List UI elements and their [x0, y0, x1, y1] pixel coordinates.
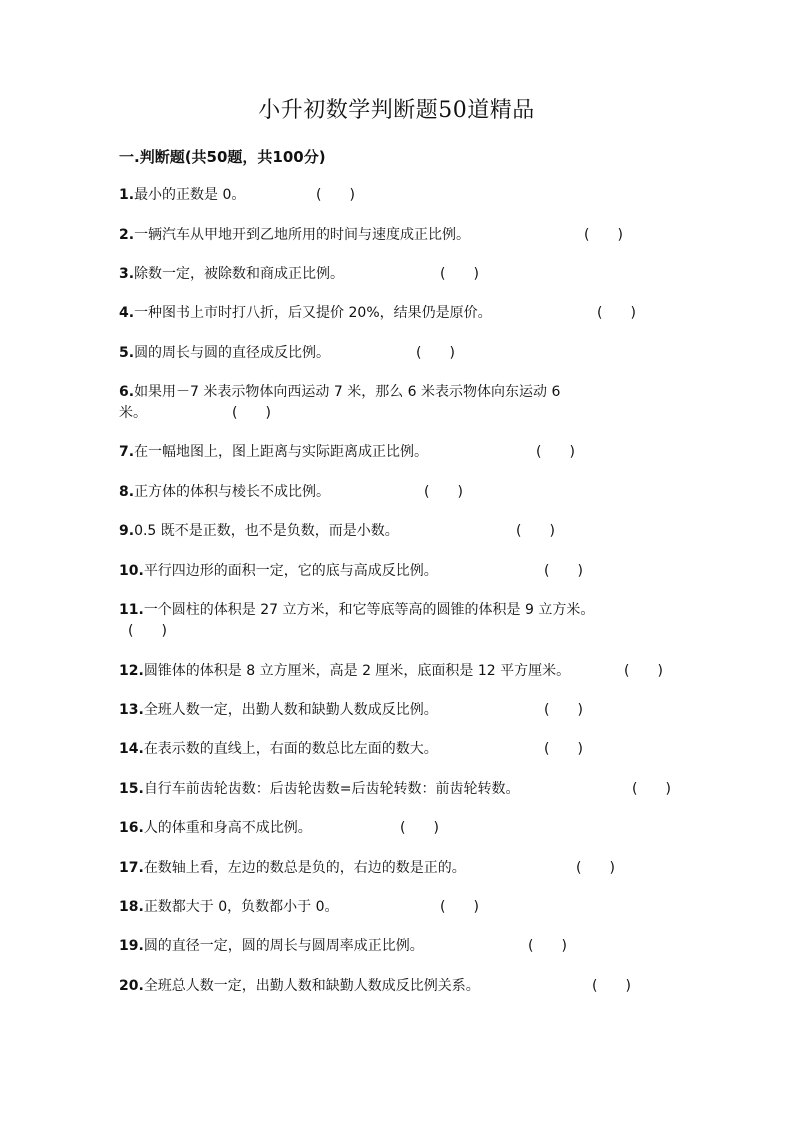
question-2	[119, 224, 470, 246]
answer-blank[interactable]: ( )	[316, 187, 355, 203]
answer-blank[interactable]: ( )	[536, 444, 575, 460]
question-4	[119, 302, 492, 324]
answer-blank[interactable]: ( )	[576, 860, 615, 876]
question-16	[119, 817, 312, 839]
question-number: 7.	[119, 444, 135, 460]
question-8	[119, 481, 330, 503]
question-number: 10.	[119, 563, 144, 579]
answer-blank[interactable]: ( )	[544, 702, 583, 718]
question-13	[119, 699, 438, 721]
question-text: 如果用－7 米表示物体向西运动 7 米，那么 6 米表示物体向东运动 6	[134, 384, 561, 400]
answer-blank[interactable]: ( )	[128, 623, 167, 639]
answer-blank[interactable]: ( )	[440, 899, 479, 915]
question-number: 9.	[119, 523, 135, 539]
document-title: 小升初数学判断题50道精品	[258, 98, 535, 123]
question-5	[119, 342, 330, 364]
question-17	[119, 857, 466, 879]
answer-blank[interactable]: ( )	[624, 663, 663, 679]
question-text: 0.5 既不是正数，也不是负数，而是小数。	[134, 523, 399, 539]
question-number: 17.	[119, 860, 144, 876]
answer-blank[interactable]: ( )	[440, 266, 479, 282]
question-number: 3.	[119, 266, 135, 282]
question-text: 圆的直径一定，圆的周长与圆周率成正比例。	[143, 938, 424, 954]
question-text: 在一幅地图上，图上距离与实际距离成正比例。	[134, 444, 429, 460]
question-18	[119, 896, 339, 918]
question-text: 人的体重和身高不成比例。	[143, 820, 312, 836]
question-text: 自行车前齿轮齿数：后齿轮齿数=后齿轮转数：前齿轮转数。	[143, 781, 520, 797]
question-number: 2.	[119, 227, 135, 243]
question-number: 6.	[119, 384, 135, 400]
question-number: 8.	[119, 484, 135, 500]
question-number: 13.	[119, 702, 144, 718]
answer-blank[interactable]: ( )	[632, 781, 671, 797]
question-number: 4.	[119, 305, 135, 321]
question-3	[119, 263, 344, 285]
question-7	[119, 441, 428, 463]
answer-blank[interactable]: ( )	[416, 345, 455, 361]
question-6	[119, 381, 560, 403]
question-text: 最小的正数是 0。	[134, 187, 246, 203]
question-12	[119, 660, 570, 682]
question-text: 圆的周长与圆的直径成反比例。	[134, 345, 331, 361]
question-text: 在数轴上看，左边的数总是负的，右边的数是正的。	[143, 860, 466, 876]
question-text: 全班人数一定，出勤人数和缺勤人数成反比例。	[143, 702, 438, 718]
question-number: 11.	[119, 602, 144, 618]
question-text: 正数都大于 0，负数都小于 0。	[143, 899, 339, 915]
answer-blank[interactable]: ( )	[544, 563, 583, 579]
answer-blank[interactable]: ( )	[424, 484, 463, 500]
question-text: 圆锥体的体积是 8 立方厘米，高是 2 厘米，底面积是 12 平方厘米。	[143, 663, 571, 679]
question-10	[119, 560, 438, 582]
question-number: 19.	[119, 938, 144, 954]
question-number: 12.	[119, 663, 144, 679]
question-20	[119, 975, 480, 997]
answer-blank[interactable]: ( )	[232, 405, 271, 421]
question-11	[119, 599, 594, 621]
question-15	[119, 778, 520, 800]
question-19	[119, 935, 424, 957]
question-text: 一辆汽车从甲地开到乙地所用的时间与速度成正比例。	[134, 227, 471, 243]
question-text: 一种图书上市时打八折，后又提价 20%，结果仍是原价。	[134, 305, 492, 321]
answer-blank[interactable]: ( )	[584, 227, 623, 243]
question-text: 全班总人数一定，出勤人数和缺勤人数成反比例关系。	[143, 978, 480, 994]
section-heading: 一.判断题(共50题，共100分)	[119, 148, 326, 166]
question-text: 除数一定，被除数和商成正比例。	[134, 266, 345, 282]
question-text: 平行四边形的面积一定，它的底与高成反比例。	[143, 563, 438, 579]
answer-blank[interactable]: ( )	[597, 305, 636, 321]
question-number: 20.	[119, 978, 144, 994]
question-14	[119, 738, 438, 760]
question-number: 5.	[119, 345, 135, 361]
question-number: 18.	[119, 899, 144, 915]
question-text: 一个圆柱的体积是 27 立方米，和它等底等高的圆锥的体积是 9 立方米。	[143, 602, 595, 618]
question-number: 1.	[119, 187, 135, 203]
question-9	[119, 520, 399, 542]
answer-blank[interactable]: ( )	[400, 820, 439, 836]
answer-blank[interactable]: ( )	[544, 741, 583, 757]
question-number: 15.	[119, 781, 144, 797]
answer-blank[interactable]: ( )	[516, 523, 555, 539]
question-1	[119, 184, 245, 206]
question-number: 16.	[119, 820, 144, 836]
question-6-continuation: 米。	[119, 405, 147, 421]
question-text: 在表示数的直线上，右面的数总比左面的数大。	[143, 741, 438, 757]
answer-blank[interactable]: ( )	[528, 938, 567, 954]
question-text: 正方体的体积与棱长不成比例。	[134, 484, 331, 500]
question-number: 14.	[119, 741, 144, 757]
answer-blank[interactable]: ( )	[592, 978, 631, 994]
